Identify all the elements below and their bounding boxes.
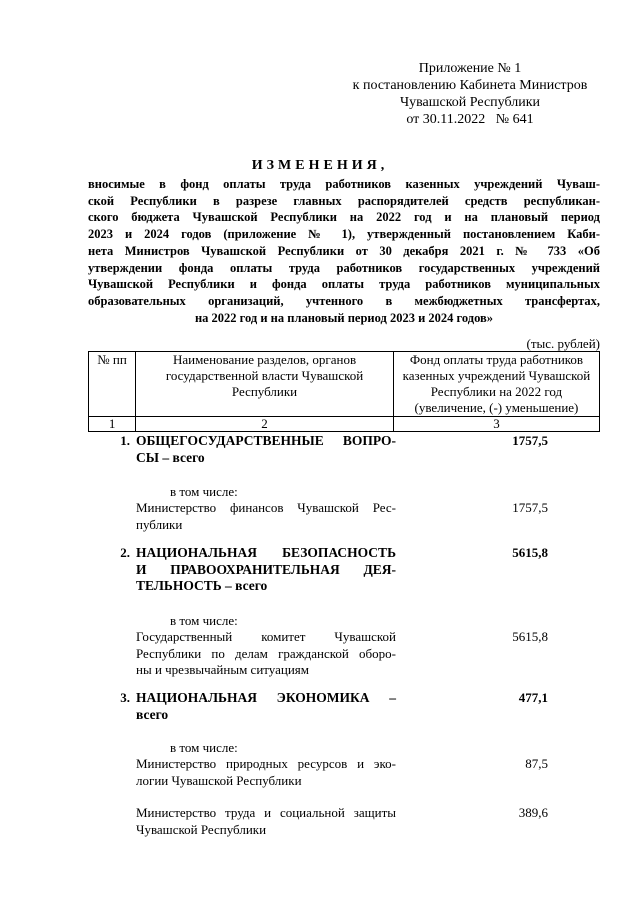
item-value: 1757,5 <box>512 500 548 515</box>
header-fund <box>393 352 599 417</box>
item-value: 389,6 <box>518 805 548 820</box>
item-name-line: Министерство финансов Чувашской Рес- <box>136 500 396 515</box>
column-number: 2 <box>136 417 394 432</box>
subtitle-line: на 2022 год и на плановый период 2023 и 2024 годов» <box>194 310 494 325</box>
section-name-line: СЫ – всего <box>136 449 205 465</box>
funds-table-header <box>88 351 600 432</box>
item-name-line: Министерство природных ресурсов и эко- <box>136 756 396 771</box>
subtitle-line: нета Министров Чувашской Республики от 30 декабря 2021 г. № 733 «Об <box>88 243 600 258</box>
item-value: 87,5 <box>525 756 548 771</box>
section-number: 2. <box>120 545 130 560</box>
appendix-line: к постановлению Кабинета Министров <box>352 78 588 93</box>
item-name-line: Государственный комитет Чувашской <box>136 629 396 644</box>
document-subtitle <box>88 176 600 326</box>
section-name-line: И ПРАВООХРАНИТЕЛЬНАЯ ДЕЯ- <box>136 561 396 577</box>
section-name <box>136 433 396 466</box>
item-name <box>136 805 396 838</box>
section-name <box>136 545 396 595</box>
header-name <box>136 352 394 417</box>
item-name-line: публики <box>136 516 183 532</box>
section-name-line: НАЦИОНАЛЬНАЯ БЕЗОПАСНОСТЬ <box>136 545 396 560</box>
section-total: 5615,8 <box>512 545 548 560</box>
item-name-line: Республики по делам гражданской оборо- <box>136 645 396 661</box>
appendix-date-number: от 30.11.2022 № 641 <box>406 112 534 127</box>
section-name <box>136 690 396 723</box>
item-name <box>136 756 396 789</box>
units-label: (тыс. рублей) <box>526 336 600 351</box>
item-value: 5615,8 <box>512 629 548 644</box>
section-total: 477,1 <box>518 690 548 705</box>
item-name-line: Министерство труда и социальной защиты <box>136 805 396 820</box>
appendix-line: Чувашской Республики <box>399 95 541 110</box>
item-name-line: Чувашской Республики <box>136 821 267 837</box>
section-name-line: НАЦИОНАЛЬНАЯ ЭКОНОМИКА – <box>136 690 396 705</box>
subtitle-line: утверждении фонда оплаты труда работников государственных учреждений <box>88 260 600 275</box>
appendix-header <box>330 60 610 128</box>
item-name-line: логии Чувашской Республики <box>136 772 302 788</box>
subtitle-line: вносимые в фонд оплаты труда работников казенных учреждений Чуваш- <box>88 177 600 191</box>
section-name-line: всего <box>136 706 169 722</box>
column-number: 1 <box>89 417 136 432</box>
section-name-line: ОБЩЕГОСУДАРСТВЕННЫЕ ВОПРО- <box>136 433 396 448</box>
subtitle-line: образовательных организаций, учтенного в межбюджетных трансфертах, <box>88 293 600 308</box>
subtitle-line: Чувашской Республики и фонда оплаты труда работников муниципальных <box>88 277 600 292</box>
item-name <box>136 500 396 533</box>
section-number: 1. <box>120 433 130 448</box>
item-name-line: ны и чрезвычайным ситуациям <box>136 662 310 677</box>
including-label: в том числе: <box>170 740 238 755</box>
subtitle-line: ского бюджета Чувашской Республики на 2022 год и на плановый период <box>88 210 600 225</box>
header-name-text: Наименование разделов, органов государственной власти Чувашской Республики <box>165 352 364 399</box>
header-number-text: № пп <box>97 352 127 367</box>
subtitle-line: ской Республики в разрезе главных распорядителей средств республикан- <box>88 193 600 208</box>
document-title: ИЗМЕНЕНИЯ, <box>251 158 389 173</box>
header-fund-text: Фонд оплаты труда работников казенных учреждений Чувашской Республики на 2022 год (увеличение, (-) уменьшение) <box>402 352 591 415</box>
including-label: в том числе: <box>170 484 238 499</box>
section-name-line: ТЕЛЬНОСТЬ – всего <box>136 578 268 593</box>
item-name <box>136 629 396 679</box>
header-number <box>89 352 136 417</box>
section-total: 1757,5 <box>512 433 548 448</box>
column-number: 3 <box>393 417 599 432</box>
including-label: в том числе: <box>170 613 238 628</box>
section-number: 3. <box>120 690 130 705</box>
appendix-line: Приложение № 1 <box>418 61 522 76</box>
subtitle-line: 2023 и 2024 годов (приложение № 1), утвержденный постановлением Каби- <box>88 227 600 242</box>
